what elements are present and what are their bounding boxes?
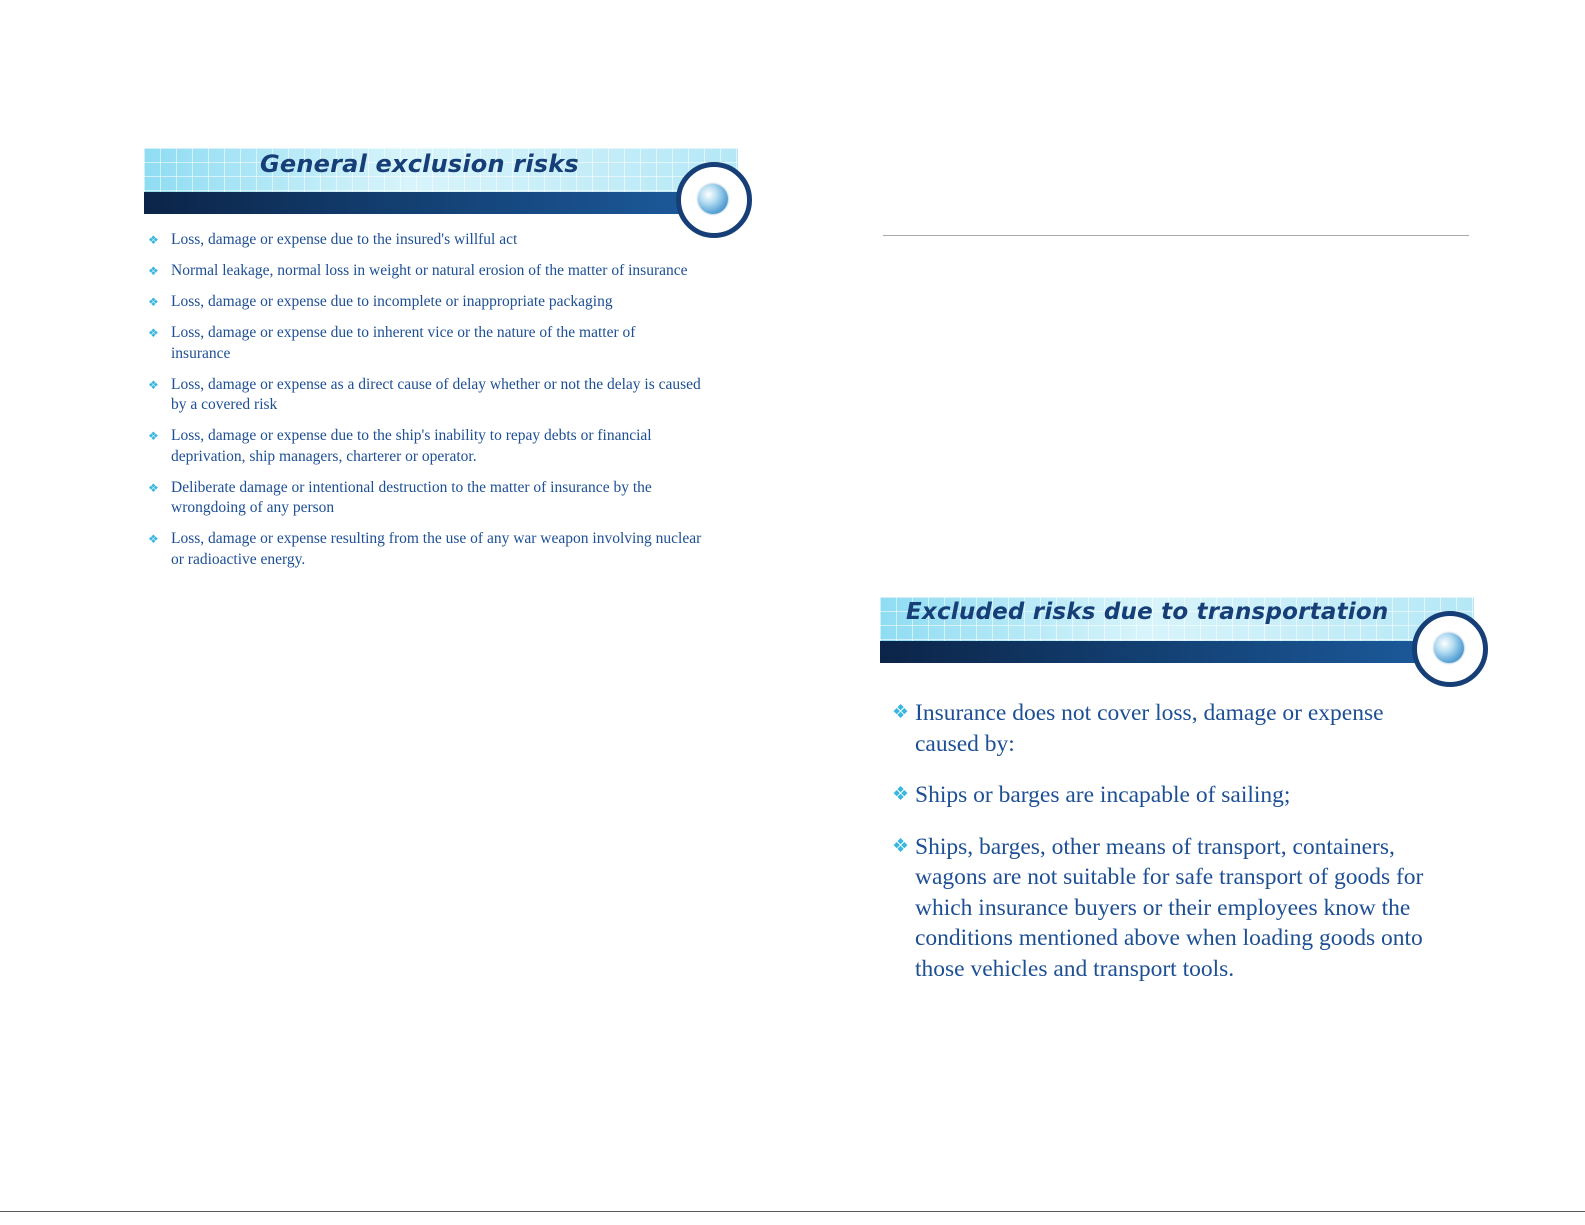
list-item-text: Deliberate damage or intentional destruction to the matter of insurance by the wrongdoing of any person	[171, 478, 652, 516]
diamond-bullet-icon: ❖	[148, 233, 159, 247]
list-item	[148, 292, 740, 313]
diamond-bullet-icon: ❖	[892, 784, 910, 805]
diamond-bullet-icon: ❖	[892, 702, 910, 723]
slide-title: General exclusion risks	[260, 150, 579, 178]
slide-excluded-risks-transportation	[880, 597, 1480, 997]
diamond-bullet-icon: ❖	[148, 295, 159, 309]
list-item	[892, 832, 1467, 985]
list-item-text: Ships or barges are incapable of sailing;	[915, 782, 1291, 808]
slide-general-exclusion-risks	[144, 148, 744, 588]
list-item	[892, 698, 1435, 759]
list-item	[148, 478, 703, 519]
banner-bar	[880, 641, 1474, 663]
list-item-text: Loss, damage or expense due to inherent vice or the nature of the matter of insurance	[171, 324, 636, 362]
list-item-text: Insurance does not cover loss, damage or expense caused by:	[915, 700, 1384, 757]
list-item	[148, 375, 703, 416]
list-item	[148, 323, 681, 364]
list-item	[148, 230, 740, 251]
list-item	[148, 529, 703, 570]
diamond-bullet-icon: ❖	[148, 326, 159, 340]
diamond-bullet-icon: ❖	[148, 532, 159, 546]
list-item-text: Loss, damage or expense due to the insured's willful act	[171, 231, 518, 248]
page-bottom-border	[0, 1211, 1585, 1212]
list-item	[148, 426, 703, 467]
diamond-bullet-icon: ❖	[148, 480, 159, 495]
globe-icon	[1412, 611, 1488, 687]
slide-title: Excluded risks due to transportation	[906, 599, 1389, 625]
diamond-bullet-icon: ❖	[148, 429, 159, 443]
list-item-text: Loss, damage or expense due to the ship's inability to repay debts or financial deprivation, ship managers, charterer or operator.	[171, 427, 652, 465]
bullet-list	[148, 230, 740, 581]
list-item	[148, 261, 740, 282]
diamond-bullet-icon: ❖	[892, 835, 910, 857]
diamond-bullet-icon: ❖	[148, 377, 159, 392]
globe-icon-sphere	[1434, 633, 1464, 663]
banner-bar	[144, 192, 738, 214]
list-item-text: Normal leakage, normal loss in weight or natural erosion of the matter of insurance	[171, 262, 688, 279]
list-item-text: Loss, damage or expense as a direct cause of delay whether or not the delay is caused by a covered risk	[171, 375, 701, 413]
diamond-bullet-icon: ❖	[148, 264, 159, 278]
list-item-text: Ships, barges, other means of transport, containers, wagons are not suitable for safe transport of goods for which insurance buyers or their employees know the conditions mentioned above when loading goods onto those vehicles and transport tools.	[915, 833, 1424, 982]
list-item-text: Loss, damage or expense resulting from the use of any war weapon involving nuclear or radioactive energy.	[171, 530, 702, 568]
slide-title-banner	[144, 148, 738, 214]
list-item-text: Loss, damage or expense due to incomplete or inappropriate packaging	[171, 293, 613, 310]
bullet-list	[892, 698, 1467, 1005]
globe-icon	[676, 162, 752, 238]
notes-line	[883, 235, 1469, 236]
slide-title-banner	[880, 597, 1474, 663]
globe-icon-sphere	[698, 184, 728, 214]
list-item	[892, 780, 1467, 811]
